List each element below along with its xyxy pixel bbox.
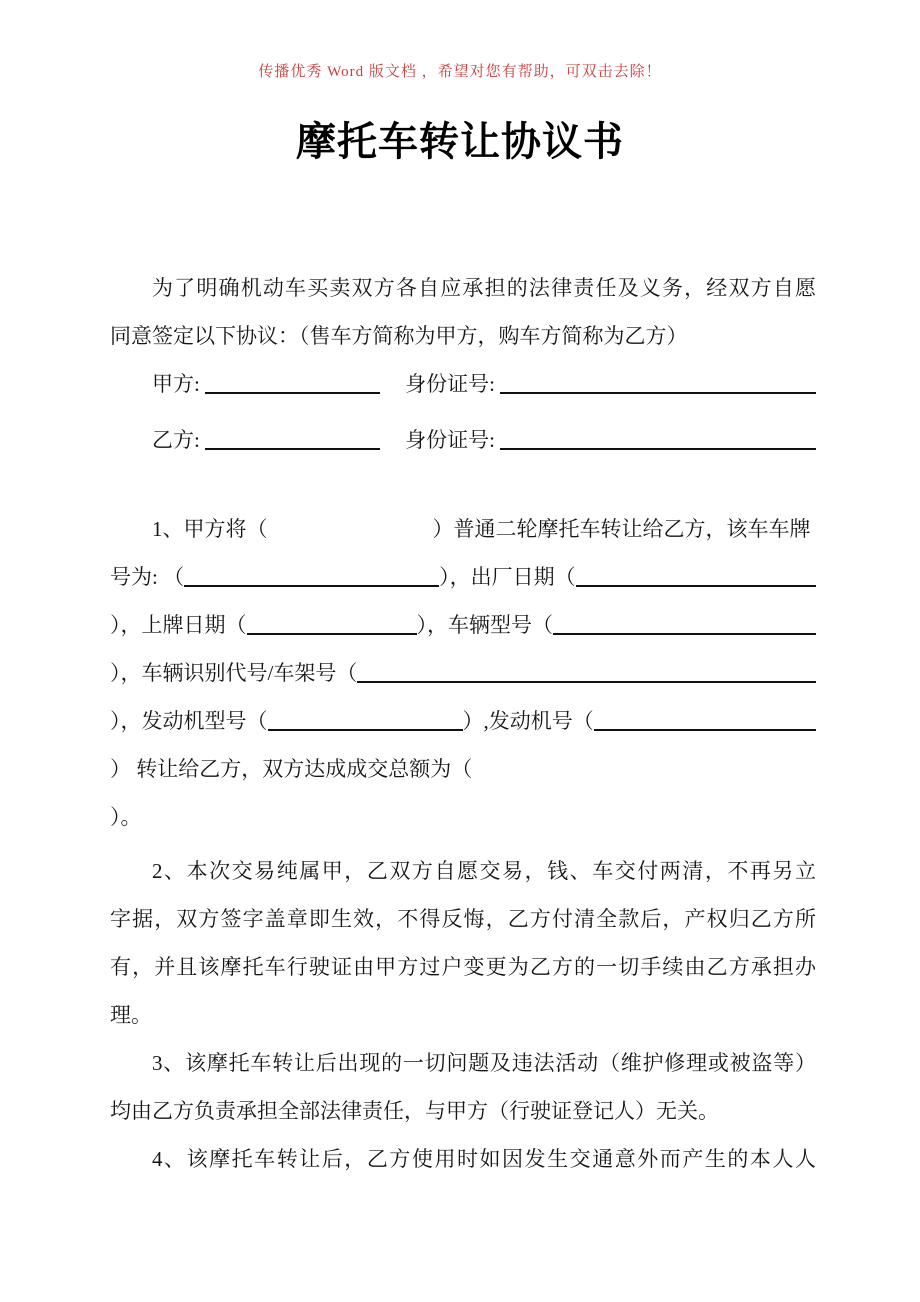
clause2-line-3: 有，并且该摩托车行驶证由甲方过户变更为乙方的一切手续由乙方承担办 — [110, 955, 816, 979]
clause1-line-4 — [110, 649, 816, 697]
clause4-line-1: 4、该摩托车转让后，乙方使用时如因发生交通意外而产生的本人人 — [152, 1147, 816, 1171]
engine-number-blank[interactable] — [594, 703, 816, 731]
clause1-l5-mid: ）,发动机号（ — [462, 709, 594, 733]
plate-number-blank[interactable] — [184, 559, 439, 587]
party-b-label: 乙方: — [152, 428, 206, 452]
clause2-line-4: 理。 — [110, 1003, 152, 1027]
clause1-l3-mid: ），车辆型号（ — [416, 613, 553, 637]
clause1-l1-post: ）普通二轮摩托车转让给乙方，该车车牌 — [432, 517, 811, 541]
clause1-l5-pre: ），发动机型号（ — [110, 709, 268, 733]
intro-line-2: 同意签定以下协议：（售车方简称为甲方，购车方简称为乙方） — [110, 324, 688, 348]
party-b-id-label: 身份证号: — [405, 428, 501, 452]
party-b-id-blank[interactable] — [500, 422, 816, 450]
vehicle-model-blank[interactable] — [553, 607, 816, 635]
engine-model-blank[interactable] — [268, 703, 463, 731]
clause2-line-1: 2、本次交易纯属甲，乙双方自愿交易，钱、车交付两清，不再另立 — [152, 859, 816, 883]
party-a-name-blank[interactable] — [205, 366, 380, 394]
intro-line-1: 为了明确机动车买卖双方各自应承担的法律责任及义务，经双方自愿 — [152, 276, 816, 300]
party-a-row — [110, 360, 816, 408]
clause1-l2-mid: ），出厂日期（ — [439, 565, 576, 589]
promo-banner-text[interactable]: 传播优秀 Word 版文档 ，希望对您有帮助，可双击去除！ — [258, 64, 662, 80]
clause1-line-2 — [110, 553, 816, 601]
party-a-id-label: 身份证号: — [405, 372, 501, 396]
registration-date-blank[interactable] — [247, 607, 417, 635]
clause1-line-7: ）。 — [110, 805, 142, 829]
factory-date-blank[interactable] — [576, 559, 816, 587]
party-b-name-blank[interactable] — [205, 422, 380, 450]
party-a-label: 甲方: — [152, 372, 206, 396]
party-a-id-blank[interactable] — [500, 366, 816, 394]
clause3-line-1: 3、该摩托车转让后出现的一切问题及违法活动（维护修理或被盗等） — [152, 1051, 816, 1075]
clause1-l3-pre: ），上牌日期（ — [110, 613, 247, 637]
clause1-l2-pre: 号为: （ — [110, 565, 185, 589]
clause2-line-2: 字据，双方签字盖章即生效，不得反悔，乙方付清全款后，产权归乙方所 — [110, 907, 816, 931]
clause1-line-5 — [110, 697, 816, 745]
vin-number-blank[interactable] — [357, 655, 816, 683]
clause1-line-3 — [110, 601, 816, 649]
clause1-line-1 — [110, 505, 816, 553]
document-title: 摩托车转让协议书 — [296, 119, 624, 164]
clause1-l4-pre: ），车辆识别代号/车架号（ — [110, 661, 358, 685]
party-b-row — [110, 416, 816, 464]
clause3-line-2: 均由乙方负责承担全部法律责任，与甲方（行驶证登记人）无关。 — [110, 1099, 719, 1123]
clause1-line-6: ） 转让给乙方，双方达成成交总额为（ — [110, 757, 473, 781]
clause1-l1-pre: 1、甲方将（ — [152, 517, 268, 541]
document-body — [110, 264, 816, 1183]
